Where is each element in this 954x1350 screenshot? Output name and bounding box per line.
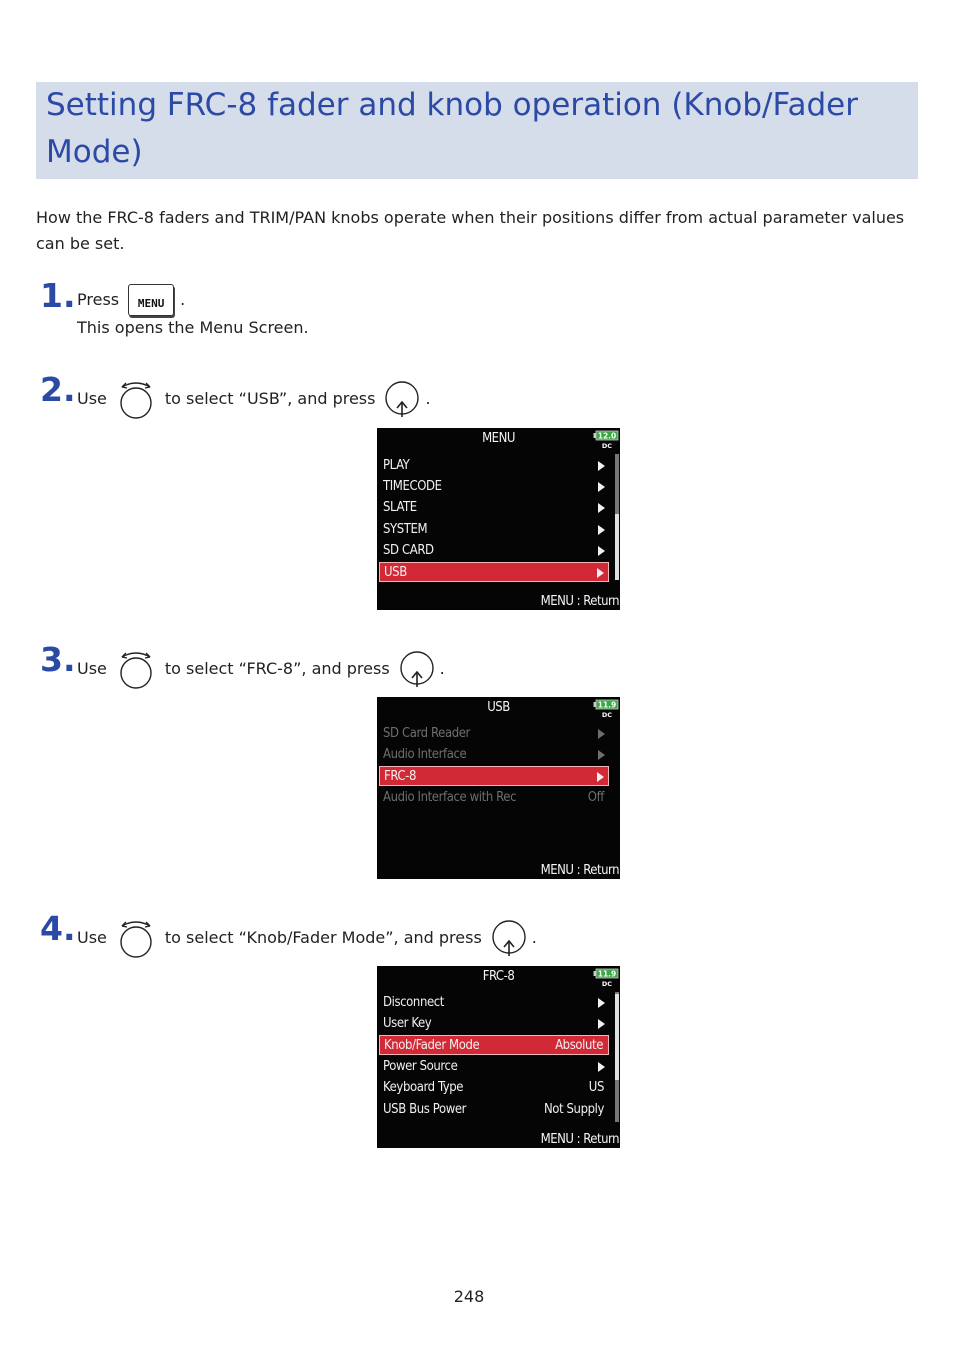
- step-instruction: [77, 378, 431, 420]
- step-2: [40, 370, 640, 414]
- scrollbar: [615, 992, 619, 1122]
- svg-text:DC: DC: [601, 442, 613, 450]
- step-4: [40, 909, 680, 953]
- step-text: to select “USB”, and press: [164, 389, 376, 408]
- menu-item-frc8-selected: FRC-8: [379, 766, 609, 786]
- arrow-right-icon: [598, 729, 605, 739]
- menu-item-sd-card-reader: SD Card Reader: [379, 724, 609, 744]
- menu-item-audio-interface-with-rec: Audio Interface with Rec Off: [383, 790, 604, 805]
- step-text: to select “FRC-8”, and press: [164, 659, 390, 678]
- press-dial-icon: [490, 918, 528, 958]
- rotate-dial-icon: [115, 917, 157, 959]
- arrow-right-icon: [598, 998, 605, 1008]
- step-text: Press: [77, 290, 120, 309]
- scrollbar: [615, 454, 619, 580]
- page-title: Setting FRC-8 fader and knob operation (Knob/Fader Mode): [46, 87, 858, 170]
- menu-item-play: PLAY: [379, 456, 609, 476]
- step-1: [40, 276, 440, 337]
- arrow-right-icon: [598, 461, 605, 471]
- screen-title: USB: [487, 700, 510, 715]
- screen-footer: MENU : Return: [540, 1132, 619, 1147]
- menu-item-disconnect: Disconnect: [379, 993, 609, 1013]
- screen-title: MENU: [482, 431, 515, 446]
- step-text: to select “Knob/Fader Mode”, and press: [164, 928, 482, 947]
- menu-item-power-source: Power Source: [379, 1057, 609, 1077]
- step-instruction: [77, 648, 445, 690]
- step-text: .: [531, 928, 537, 947]
- arrow-right-icon: [598, 1062, 605, 1072]
- menu-item-timecode: TIMECODE: [379, 477, 609, 497]
- rotate-dial-icon: [115, 648, 157, 690]
- step-number: 3.: [40, 640, 76, 679]
- arrow-right-icon: [598, 1019, 605, 1029]
- device-screen-frc8: [377, 966, 620, 1148]
- step-result: This opens the Menu Screen.: [77, 318, 309, 337]
- intro-text: How the FRC-8 faders and TRIM/PAN knobs operate when their positions differ from actual parameter values can be set.: [36, 208, 905, 253]
- menu-item-slate: SLATE: [379, 498, 609, 518]
- arrow-right-icon: [598, 525, 605, 535]
- menu-item-keyboard-type: Keyboard Type US: [383, 1080, 604, 1095]
- rotate-dial-icon: [115, 378, 157, 420]
- svg-text:DC: DC: [601, 980, 613, 988]
- screen-title: FRC-8: [482, 969, 515, 984]
- menu-key-label: MENU: [137, 297, 165, 310]
- step-number: 1.: [40, 276, 76, 315]
- battery-icon: [593, 430, 619, 450]
- svg-text:11.9: 11.9: [597, 969, 617, 979]
- step-text: Use: [77, 389, 107, 408]
- menu-item-usb-bus-power: USB Bus Power Not Supply: [383, 1102, 604, 1117]
- press-dial-icon: [398, 649, 436, 689]
- menu-item-system: SYSTEM: [379, 520, 609, 540]
- step-text: Use: [77, 928, 107, 947]
- battery-icon: [593, 968, 619, 988]
- device-screen-usb: [377, 697, 620, 879]
- step-text: .: [180, 290, 186, 309]
- menu-item-audio-interface: Audio Interface: [379, 745, 609, 765]
- arrow-right-icon: [597, 772, 604, 782]
- step-text: .: [425, 389, 431, 408]
- battery-icon: [593, 699, 619, 719]
- menu-item-sd-card: SD CARD: [379, 541, 609, 561]
- svg-text:DC: DC: [601, 711, 613, 719]
- svg-text:12.0: 12.0: [597, 431, 617, 441]
- device-screen-menu: [377, 428, 620, 610]
- step-instruction: [77, 284, 185, 316]
- arrow-right-icon: [598, 503, 605, 513]
- press-dial-icon: [383, 379, 421, 419]
- arrow-right-icon: [598, 546, 605, 556]
- step-text: Use: [77, 659, 107, 678]
- step-number: 2.: [40, 370, 76, 409]
- menu-key-icon: [128, 284, 174, 316]
- menu-item-knob-fader-mode-selected: Knob/Fader Mode Absolute: [379, 1035, 609, 1055]
- menu-item-usb-selected: USB: [379, 562, 609, 582]
- page-number: 248: [453, 1287, 485, 1306]
- screen-footer: MENU : Return: [540, 594, 619, 609]
- step-text: .: [439, 659, 445, 678]
- screen-footer: MENU : Return: [540, 863, 619, 878]
- arrow-right-icon: [597, 568, 604, 578]
- section-title-box: [36, 82, 918, 179]
- menu-item-user-key: User Key: [379, 1014, 609, 1034]
- arrow-right-icon: [598, 750, 605, 760]
- step-3: [40, 640, 640, 684]
- step-instruction: [77, 917, 537, 959]
- step-number: 4.: [40, 909, 76, 948]
- svg-text:11.9: 11.9: [597, 700, 617, 710]
- arrow-right-icon: [598, 482, 605, 492]
